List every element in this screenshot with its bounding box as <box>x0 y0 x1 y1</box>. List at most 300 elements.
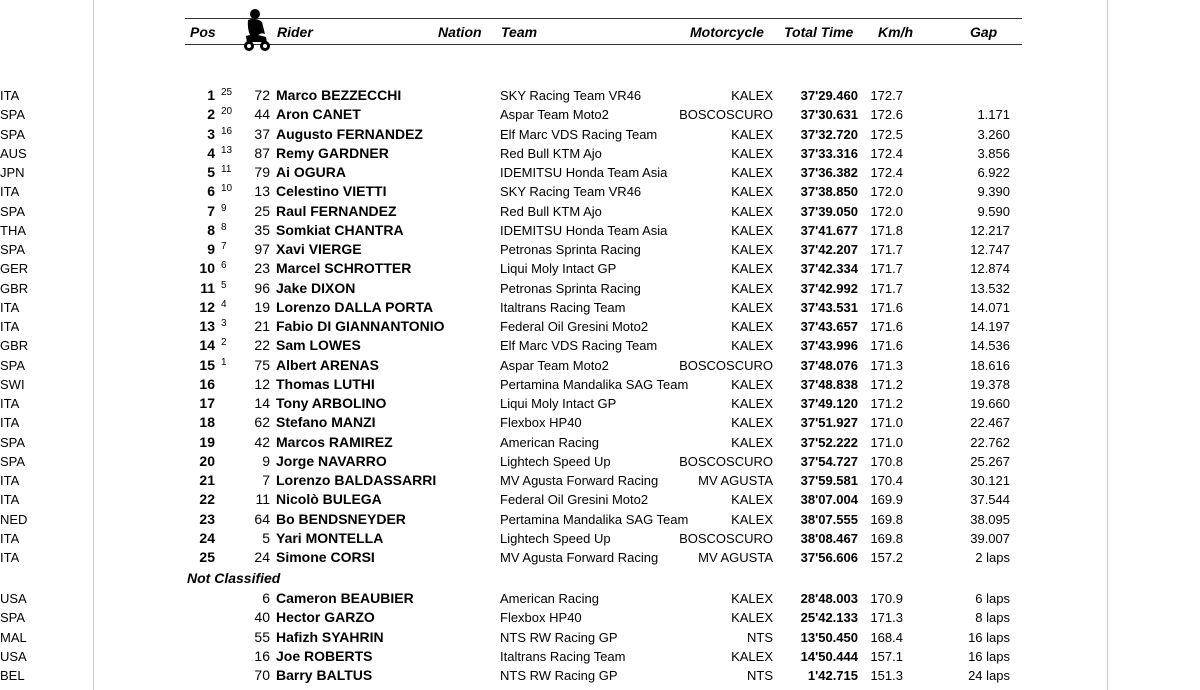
motorcycle-cell: KALEX <box>731 319 773 334</box>
team-cell: Elf Marc VDS Racing Team <box>500 126 658 142</box>
total-time-cell: 25'42.133 <box>800 610 858 626</box>
team-cell: NTS RW Racing GP <box>500 668 618 683</box>
gap-cell: 16 laps <box>968 629 1010 645</box>
result-row <box>0 144 1200 163</box>
header-gap: Gap <box>970 24 998 40</box>
motorcycle-cell: KALEX <box>731 242 773 257</box>
gap-cell: 6.922 <box>977 165 1010 180</box>
position-cell: 18 <box>199 414 215 431</box>
motorcycle-cell: KALEX <box>731 338 773 354</box>
result-row <box>0 221 1200 240</box>
position-cell: 7 <box>207 202 215 219</box>
nation-cell: SPA <box>0 610 26 626</box>
position-cell: 11 <box>200 279 215 296</box>
total-time-cell: 37'59.581 <box>800 473 858 488</box>
team-cell: Petronas Sprinta Racing <box>500 242 641 257</box>
total-time-cell: 37'42.207 <box>800 242 858 257</box>
rider-name-cell: Stefano MANZI <box>276 414 376 431</box>
speed-cell: 157.2 <box>870 550 903 565</box>
rider-number-cell: 14 <box>254 395 270 411</box>
rider-name-cell: Ai OGURA <box>276 164 346 180</box>
points-cell: 7 <box>221 241 227 252</box>
team-cell: American Racing <box>500 434 599 450</box>
position-cell: 3 <box>207 125 215 142</box>
nation-cell: USA <box>0 648 27 664</box>
points-cell: 2 <box>221 337 227 349</box>
total-time-cell: 37'43.657 <box>800 319 858 334</box>
gap-cell: 3.260 <box>977 126 1010 142</box>
header-total-time: Total Time <box>784 24 854 40</box>
points-cell: 6 <box>221 260 227 272</box>
motorcycle-cell: KALEX <box>731 396 773 411</box>
rider-name-cell: Thomas LUTHI <box>276 375 375 392</box>
motorcycle-cell: NTS <box>747 668 773 683</box>
speed-cell: 157.1 <box>870 648 903 664</box>
rider-number-cell: 24 <box>254 549 270 565</box>
motorcycle-cell: BOSCOSCURO <box>679 357 773 373</box>
nation-cell: ITA <box>0 473 20 488</box>
result-row <box>0 375 1200 394</box>
rider-number-cell: 79 <box>254 164 270 180</box>
motorcycle-cell: KALEX <box>731 648 773 664</box>
speed-cell: 171.6 <box>870 338 903 354</box>
result-row <box>0 279 1200 298</box>
motorcycle-cell: KALEX <box>731 126 773 142</box>
team-cell: Petronas Sprinta Racing <box>500 280 641 296</box>
nation-cell: ITA <box>0 88 20 103</box>
rider-name-cell: Lorenzo DALLA PORTA <box>276 298 434 315</box>
rider-number-cell: 9 <box>262 452 270 469</box>
nation-cell: GER <box>0 261 29 277</box>
rider-name-cell: Marco BEZZECCHI <box>276 87 402 103</box>
position-cell: 22 <box>199 491 215 508</box>
gap-cell: 14.071 <box>970 299 1010 315</box>
team-cell: SKY Racing Team VR46 <box>500 88 642 103</box>
position-cell: 25 <box>199 549 215 565</box>
speed-cell: 172.6 <box>870 107 903 123</box>
nation-cell: ITA <box>0 299 20 315</box>
gap-cell: 13.532 <box>970 280 1010 296</box>
total-time-cell: 1'42.715 <box>807 668 858 683</box>
nation-cell: ITA <box>0 396 20 411</box>
header-rider: Rider <box>277 24 313 40</box>
nation-cell: SPA <box>0 242 26 257</box>
gap-cell: 19.660 <box>970 396 1010 411</box>
gap-cell: 37.544 <box>970 492 1010 508</box>
motorcycle-cell: KALEX <box>731 299 773 315</box>
gap-cell: 18.616 <box>970 357 1010 373</box>
result-row <box>0 589 1200 608</box>
rider-name-cell: Nicolò BULEGA <box>276 491 382 508</box>
motorcycle-cell: KALEX <box>731 203 773 219</box>
rider-name-cell: Jake DIXON <box>276 279 356 296</box>
position-cell: 13 <box>199 318 215 334</box>
position-cell: 14 <box>199 337 215 354</box>
rider-name-cell: Marcos RAMIREZ <box>276 433 393 450</box>
speed-cell: 172.7 <box>870 88 903 103</box>
result-row <box>0 163 1200 182</box>
speed-cell: 171.3 <box>870 610 903 626</box>
nation-cell: THA <box>0 222 26 238</box>
gap-cell: 14.536 <box>970 338 1010 354</box>
nation-cell: ITA <box>0 550 20 565</box>
motorcycle-rider-icon <box>238 8 274 52</box>
rider-number-cell: 62 <box>254 414 270 431</box>
speed-cell: 169.8 <box>870 511 903 527</box>
motorcycle-cell: BOSCOSCURO <box>679 107 773 123</box>
speed-cell: 171.7 <box>870 261 903 277</box>
rider-name-cell: Lorenzo BALDASSARRI <box>276 472 437 488</box>
motorcycle-cell: KALEX <box>731 145 773 161</box>
speed-cell: 170.4 <box>870 473 903 488</box>
position-cell: 17 <box>199 395 215 411</box>
position-cell: 10 <box>199 260 215 277</box>
result-row <box>0 182 1200 201</box>
speed-cell: 172.5 <box>870 126 903 142</box>
rider-name-cell: Albert ARENAS <box>276 356 379 373</box>
motorcycle-cell: KALEX <box>731 511 773 527</box>
nation-cell: JPN <box>0 165 25 180</box>
speed-cell: 171.0 <box>870 415 903 431</box>
result-row <box>0 259 1200 278</box>
total-time-cell: 37'54.727 <box>800 453 858 469</box>
gap-cell: 2 laps <box>975 550 1010 565</box>
result-row <box>0 433 1200 452</box>
gap-cell: 12.217 <box>970 222 1010 238</box>
motorcycle-cell: BOSCOSCURO <box>679 530 773 546</box>
rider-number-cell: 11 <box>255 491 270 508</box>
gap-cell: 12.747 <box>970 242 1010 257</box>
rider-name-cell: Barry BALTUS <box>276 667 373 683</box>
rider-number-cell: 19 <box>254 298 270 315</box>
rider-number-cell: 44 <box>254 106 270 123</box>
gap-cell: 22.467 <box>970 415 1010 431</box>
nation-cell: MAL <box>0 629 27 645</box>
motorcycle-cell: KALEX <box>731 610 773 626</box>
rider-number-cell: 7 <box>262 472 270 488</box>
position-cell: 5 <box>207 164 215 180</box>
rider-name-cell: Aron CANET <box>276 106 361 123</box>
motorcycle-cell: KALEX <box>731 376 773 392</box>
motorcycle-cell: KALEX <box>731 434 773 450</box>
rider-number-cell: 42 <box>254 433 270 450</box>
total-time-cell: 37'36.382 <box>800 165 858 180</box>
nation-cell: ITA <box>0 492 20 508</box>
rider-name-cell: Celestino VIETTI <box>276 183 387 200</box>
points-cell: 10 <box>221 183 233 195</box>
nation-cell: SPA <box>0 126 26 142</box>
rider-name-cell: Somkiat CHANTRA <box>276 221 404 238</box>
gap-cell: 30.121 <box>970 473 1010 488</box>
speed-cell: 169.9 <box>870 492 903 508</box>
total-time-cell: 28'48.003 <box>800 591 858 606</box>
team-cell: Pertamina Mandalika SAG Team <box>500 376 689 392</box>
header-rule-bottom <box>185 44 1022 45</box>
speed-cell: 168.4 <box>870 629 903 645</box>
motorcycle-cell: KALEX <box>731 222 773 238</box>
rider-name-cell: Bo BENDSNEYDER <box>276 510 406 527</box>
rider-number-cell: 75 <box>254 356 270 373</box>
speed-cell: 170.9 <box>870 591 903 606</box>
nation-cell: GBR <box>0 280 29 296</box>
motorcycle-cell: MV AGUSTA <box>698 550 773 565</box>
gap-cell: 8 laps <box>975 610 1010 626</box>
gap-cell: 14.197 <box>970 319 1010 334</box>
motorcycle-cell: KALEX <box>731 88 773 103</box>
total-time-cell: 37'30.631 <box>800 107 858 123</box>
points-cell: 11 <box>221 164 232 175</box>
motorcycle-cell: KALEX <box>731 591 773 606</box>
total-time-cell: 37'52.222 <box>800 434 858 450</box>
nation-cell: BEL <box>0 668 25 683</box>
total-time-cell: 37'48.076 <box>800 357 858 373</box>
total-time-cell: 37'49.120 <box>800 396 858 411</box>
position-cell: 16 <box>199 375 215 392</box>
result-row <box>0 490 1200 509</box>
nation-cell: SPA <box>0 453 26 469</box>
points-cell: 20 <box>221 106 233 118</box>
speed-cell: 151.3 <box>870 668 903 683</box>
total-time-cell: 37'29.460 <box>800 88 858 103</box>
result-row <box>0 86 1200 105</box>
motorcycle-cell: KALEX <box>731 261 773 277</box>
result-row <box>0 452 1200 471</box>
result-row <box>0 356 1200 375</box>
points-cell: 4 <box>221 298 227 310</box>
total-time-cell: 13'50.450 <box>800 629 858 645</box>
nation-cell: SPA <box>0 203 26 219</box>
speed-cell: 171.3 <box>870 357 903 373</box>
result-row <box>0 336 1200 355</box>
result-row <box>0 548 1200 567</box>
result-row <box>0 317 1200 336</box>
team-cell: MV Agusta Forward Racing <box>500 550 659 565</box>
gap-cell: 12.874 <box>970 261 1010 277</box>
speed-cell: 172.0 <box>870 203 903 219</box>
rider-number-cell: 12 <box>254 375 270 392</box>
speed-cell: 169.8 <box>870 530 903 546</box>
rider-name-cell: Hafizh SYAHRIN <box>276 628 384 645</box>
team-cell: Aspar Team Moto2 <box>500 357 609 373</box>
rider-number-cell: 87 <box>254 144 270 161</box>
speed-cell: 171.8 <box>870 222 903 238</box>
position-cell: 15 <box>199 356 215 373</box>
rider-number-cell: 6 <box>262 590 270 606</box>
rider-name-cell: Simone CORSI <box>276 549 375 565</box>
result-row <box>0 202 1200 221</box>
points-cell: 5 <box>221 279 227 291</box>
rider-number-cell: 13 <box>254 183 270 200</box>
total-time-cell: 37'48.838 <box>800 376 858 392</box>
result-row <box>0 608 1200 627</box>
gap-cell: 9.590 <box>977 203 1010 219</box>
gap-cell: 6 laps <box>975 591 1010 606</box>
speed-cell: 171.2 <box>870 376 903 392</box>
team-cell: Flexbox HP40 <box>500 415 582 431</box>
total-time-cell: 37'33.316 <box>800 145 858 161</box>
speed-cell: 172.0 <box>870 184 903 200</box>
position-cell: 24 <box>199 529 215 546</box>
team-cell: MV Agusta Forward Racing <box>500 473 659 488</box>
total-time-cell: 37'51.927 <box>800 415 858 431</box>
not-classified-heading: Not Classified <box>187 570 281 586</box>
speed-cell: 170.8 <box>870 453 903 469</box>
result-row <box>0 240 1200 259</box>
nation-cell: ITA <box>0 184 20 200</box>
nation-cell: ITA <box>0 530 20 546</box>
rider-number-cell: 55 <box>254 628 270 645</box>
total-time-cell: 37'32.720 <box>800 126 858 142</box>
team-cell: Federal Oil Gresini Moto2 <box>500 319 649 334</box>
total-time-cell: 38'07.555 <box>800 511 858 527</box>
gap-cell: 39.007 <box>970 530 1010 546</box>
rider-number-cell: 22 <box>254 337 270 354</box>
rider-number-cell: 5 <box>262 529 270 546</box>
total-time-cell: 38'07.004 <box>800 492 858 508</box>
rider-name-cell: Marcel SCHROTTER <box>276 260 412 277</box>
position-cell: 21 <box>199 472 215 488</box>
rider-name-cell: Augusto FERNANDEZ <box>276 125 423 142</box>
position-cell: 4 <box>207 144 215 161</box>
position-cell: 12 <box>199 298 215 315</box>
speed-cell: 171.7 <box>870 242 903 257</box>
total-time-cell: 37'43.996 <box>800 338 858 354</box>
points-cell: 3 <box>221 318 227 329</box>
motorcycle-cell: MV AGUSTA <box>698 473 773 488</box>
position-cell: 19 <box>199 433 215 450</box>
rider-number-cell: 16 <box>254 647 270 664</box>
team-cell: Liqui Moly Intact GP <box>500 396 617 411</box>
result-row <box>0 125 1200 144</box>
motorcycle-cell: NTS <box>747 629 773 645</box>
speed-cell: 171.0 <box>870 434 903 450</box>
team-cell: Italtrans Racing Team <box>500 648 626 664</box>
team-cell: Lightech Speed Up <box>500 453 611 469</box>
position-cell: 9 <box>207 241 215 257</box>
gap-cell: 9.390 <box>977 184 1010 200</box>
team-cell: Red Bull KTM Ajo <box>500 145 602 161</box>
team-cell: Pertamina Mandalika SAG Team <box>500 511 689 527</box>
motorcycle-cell: KALEX <box>731 415 773 431</box>
team-cell: Red Bull KTM Ajo <box>500 203 602 219</box>
result-row <box>0 510 1200 529</box>
rider-name-cell: Remy GARDNER <box>276 144 389 161</box>
motorcycle-cell: KALEX <box>731 184 773 200</box>
rider-number-cell: 70 <box>254 667 270 683</box>
speed-cell: 171.6 <box>870 299 903 315</box>
motorcycle-cell: KALEX <box>731 492 773 508</box>
team-cell: Flexbox HP40 <box>500 610 582 626</box>
result-row <box>0 105 1200 124</box>
nation-cell: SPA <box>0 107 26 123</box>
points-cell: 16 <box>221 125 233 137</box>
gap-cell: 3.856 <box>977 145 1010 161</box>
nation-cell: SPA <box>0 357 26 373</box>
total-time-cell: 37'43.531 <box>800 299 858 315</box>
team-cell: Lightech Speed Up <box>500 530 611 546</box>
position-cell: 6 <box>207 183 215 200</box>
gap-cell: 16 laps <box>968 648 1010 664</box>
total-time-cell: 37'56.606 <box>800 550 858 565</box>
points-cell: 13 <box>221 144 233 156</box>
rider-number-cell: 35 <box>254 221 270 238</box>
position-cell: 8 <box>207 221 215 238</box>
gap-cell: 25.267 <box>970 453 1010 469</box>
header-team: Team <box>501 24 538 40</box>
nation-cell: SPA <box>0 434 26 450</box>
rider-number-cell: 64 <box>254 510 270 527</box>
rider-name-cell: Hector GARZO <box>276 609 375 626</box>
team-cell: Aspar Team Moto2 <box>500 107 609 123</box>
header-kmh: Km/h <box>878 24 913 40</box>
rider-number-cell: 72 <box>254 87 270 103</box>
rider-name-cell: Raul FERNANDEZ <box>276 202 397 219</box>
nation-cell: ITA <box>0 415 20 431</box>
header-rule-top <box>185 18 1022 19</box>
team-cell: Elf Marc VDS Racing Team <box>500 338 658 354</box>
total-time-cell: 37'41.677 <box>800 222 858 238</box>
rider-name-cell: Xavi VIERGE <box>276 241 362 257</box>
team-cell: Italtrans Racing Team <box>500 299 626 315</box>
rider-name-cell: Yari MONTELLA <box>276 529 384 546</box>
points-cell: 8 <box>221 221 227 233</box>
gap-cell: 38.095 <box>970 511 1010 527</box>
total-time-cell: 37'38.850 <box>800 184 858 200</box>
rider-number-cell: 23 <box>254 260 270 277</box>
team-cell: IDEMITSU Honda Team Asia <box>500 165 668 180</box>
nation-cell: AUS <box>0 145 27 161</box>
rider-name-cell: Fabio DI GIANNANTONIO <box>276 318 445 334</box>
points-cell: 25 <box>221 87 233 98</box>
rider-number-cell: 25 <box>254 202 270 219</box>
rider-number-cell: 97 <box>254 241 270 257</box>
team-cell: Liqui Moly Intact GP <box>500 261 617 277</box>
position-cell: 20 <box>199 452 215 469</box>
rider-number-cell: 40 <box>254 609 270 626</box>
nation-cell: USA <box>0 591 27 606</box>
gap-cell: 1.171 <box>977 107 1010 123</box>
result-row <box>0 666 1200 685</box>
result-row <box>0 471 1200 490</box>
result-row <box>0 298 1200 317</box>
position-cell: 23 <box>199 510 215 527</box>
gap-cell: 24 laps <box>968 668 1010 683</box>
total-time-cell: 37'39.050 <box>800 203 858 219</box>
speed-cell: 171.6 <box>870 319 903 334</box>
speed-cell: 172.4 <box>870 165 903 180</box>
nation-cell: SWI <box>0 376 25 392</box>
motorcycle-cell: KALEX <box>731 280 773 296</box>
result-row <box>0 529 1200 548</box>
team-cell: SKY Racing Team VR46 <box>500 184 642 200</box>
result-row <box>0 647 1200 666</box>
result-row <box>0 394 1200 413</box>
team-cell: American Racing <box>500 591 599 606</box>
result-row <box>0 413 1200 432</box>
speed-cell: 172.4 <box>870 145 903 161</box>
motorcycle-cell: BOSCOSCURO <box>679 453 773 469</box>
header-motorcycle: Motorcycle <box>690 24 764 40</box>
nation-cell: NED <box>0 511 28 527</box>
rider-name-cell: Joe ROBERTS <box>276 647 373 664</box>
rider-number-cell: 37 <box>254 125 270 142</box>
total-time-cell: 37'42.334 <box>800 261 858 277</box>
points-cell: 9 <box>221 202 227 214</box>
rider-name-cell: Cameron BEAUBIER <box>276 590 414 606</box>
motorcycle-cell: KALEX <box>731 165 773 180</box>
nation-cell: GBR <box>0 338 29 354</box>
gap-cell: 19.378 <box>970 376 1010 392</box>
